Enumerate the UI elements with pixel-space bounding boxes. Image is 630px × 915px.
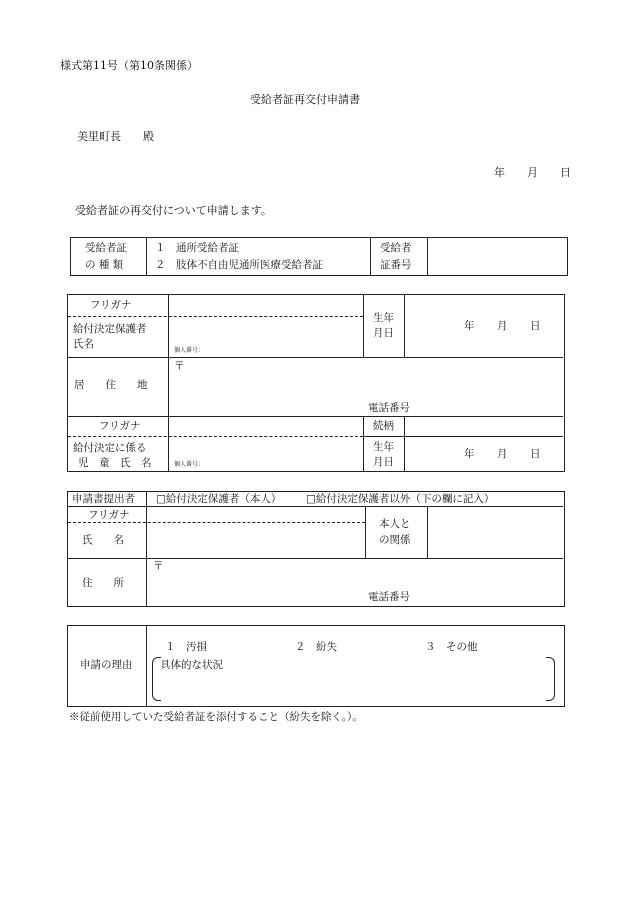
guardian-birth-label-1: 生年: [373, 312, 394, 324]
child-furigana-field[interactable]: [172, 419, 360, 434]
footnote: ※従前使用していた受給者証を添付すること（紛失を除く。）。: [69, 711, 363, 723]
submitter-address-field[interactable]: [150, 574, 560, 590]
child-name-label-1: 給付決定に係る: [73, 442, 147, 454]
date-day: 日: [560, 166, 571, 179]
guardian-address-field[interactable]: [172, 374, 560, 398]
cert-type-label-2: の 種 類: [85, 259, 124, 271]
cert-number-label-2: 証番号: [380, 259, 412, 271]
reason-option-2[interactable]: ２ 紛失: [295, 641, 337, 653]
child-birth-month: 月: [497, 448, 508, 460]
child-birth-label-1: 生年: [373, 441, 394, 453]
date-year: 年: [494, 166, 505, 179]
cert-option-2: ２ 肢体不自由児通所医療受給者証: [155, 259, 323, 271]
cert-option-1: １ 通所受給者証: [155, 242, 239, 254]
submitter-postal-mark: 〒: [153, 560, 164, 572]
child-name-field[interactable]: [172, 440, 360, 458]
guardian-name-label-1: 給付決定保護者: [73, 323, 147, 335]
intro-text: 受給者証の再交付について申請します。: [75, 204, 272, 217]
reason-detail-field[interactable]: [160, 674, 540, 696]
guardian-phone-label: 電話番号: [368, 402, 410, 414]
guardian-name-label-2: 氏名: [73, 338, 94, 350]
reason-detail-label: 具体的な状況: [160, 659, 223, 671]
submitter-relation-field[interactable]: [430, 509, 560, 555]
submitter-name-label: 氏 名: [82, 534, 124, 546]
guardian-birth-label-2: 月日: [373, 327, 394, 339]
submitter-name-field[interactable]: [150, 526, 362, 555]
submitter-address-label: 住 所: [82, 577, 124, 589]
date-month: 月: [527, 166, 538, 179]
child-birth-year: 年: [464, 448, 475, 460]
guardian-furigana-label: フリガナ: [90, 299, 132, 311]
guardian-birth-year: 年: [464, 320, 475, 332]
guardian-birth-month: 月: [497, 320, 508, 332]
child-name-label-2: 児 童 氏 名: [78, 457, 152, 469]
child-my-number-label: 個人番号：: [174, 461, 205, 468]
guardian-name-field[interactable]: [172, 320, 360, 344]
submitter-option-other[interactable]: □給付決定保護者以外（下の欄に記入）: [306, 493, 495, 505]
child-relation-field[interactable]: [408, 419, 560, 434]
reason-option-1[interactable]: １ 汚損: [165, 641, 207, 653]
child-birth-label-2: 月日: [373, 456, 394, 468]
submitter-furigana-field[interactable]: [150, 508, 362, 521]
submitter-furigana-label: フリガナ: [88, 509, 130, 521]
cert-number-field[interactable]: [430, 240, 563, 272]
submitter-phone-label: 電話番号: [368, 591, 410, 603]
child-birth-day: 日: [530, 448, 541, 460]
submitter-option-self[interactable]: □給付決定保護者（本人）: [156, 493, 282, 505]
form-number: 様式第11号（第10条関係）: [60, 59, 198, 72]
addressee: 美里町長 殿: [77, 130, 154, 143]
reason-label: 申請の理由: [80, 659, 133, 671]
cert-number-label-1: 受給者: [380, 242, 412, 254]
bracket-right: [546, 657, 555, 701]
guardian-furigana-field[interactable]: [172, 297, 360, 314]
guardian-my-number-label: 個人番号：: [174, 347, 205, 354]
guardian-address-label: 居 住 地: [74, 379, 148, 391]
cert-type-label-1: 受給者証: [85, 242, 127, 254]
child-furigana-label: フリガナ: [99, 420, 141, 432]
submitter-relation-label-1: 本人と: [379, 518, 411, 530]
form-title: 受給者証再交付申請書: [250, 93, 360, 106]
child-relation-label: 続柄: [373, 420, 394, 432]
submitter-header-label: 申請書提出者: [72, 493, 135, 505]
submitter-relation-label-2: の関係: [379, 534, 411, 546]
guardian-postal-mark: 〒: [174, 360, 185, 372]
reason-option-3[interactable]: ３ その他: [425, 641, 478, 653]
guardian-birth-day: 日: [530, 320, 541, 332]
